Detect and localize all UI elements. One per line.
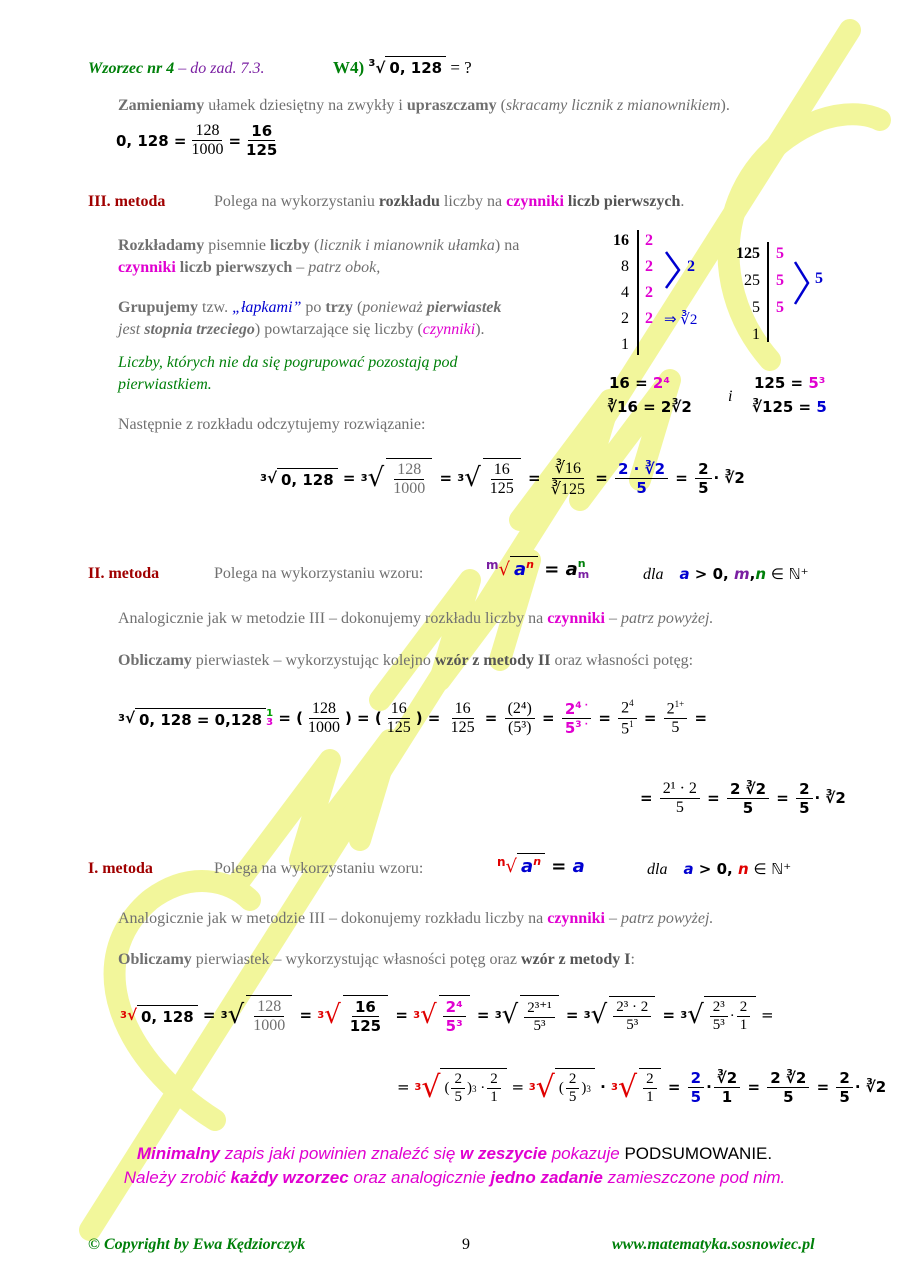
- a1i: patrz powyżej.: [620, 910, 714, 927]
- a1t: –: [604, 610, 621, 627]
- cond-set: ∈ ℕ⁺: [748, 860, 792, 878]
- dot: ·: [480, 1080, 486, 1096]
- summary-line1: [0, 1144, 909, 1164]
- n: 2: [836, 1069, 852, 1088]
- m1-l2f8: [836, 1069, 852, 1106]
- method1-condition: [647, 860, 791, 879]
- n: (2⁴): [505, 700, 535, 719]
- r2m: czynniki: [118, 259, 176, 276]
- result-125: [754, 374, 825, 392]
- s2t: Należy zrobić: [123, 1168, 231, 1187]
- method1-compute: [118, 951, 635, 969]
- group-125: 5: [815, 270, 823, 287]
- n: 2: [451, 1071, 465, 1089]
- method3-main-equation: 3 √ 0, 128 = 3 √ $\frac{128}{1000}$ = 3 √ $\frac{16}{125}$ = $\frac{∛16}{∛125}$ = $\frac{2 \cdot ∛2}{5}$ = $\frac{2}{5}$ · ∛2: [260, 459, 745, 498]
- d: 5: [698, 478, 709, 497]
- de: 3 ·: [575, 719, 589, 730]
- g1q: „łapkami”: [232, 299, 302, 316]
- m1-f5: [609, 996, 655, 1034]
- s2b: każdy wzorzec: [230, 1168, 349, 1187]
- m2-f5: [562, 700, 591, 737]
- result-125-root: [752, 398, 827, 416]
- d: 5³: [445, 1017, 463, 1035]
- d: 5³: [626, 1017, 639, 1033]
- d: 5: [799, 798, 810, 817]
- m3-db2: liczb pierwszych: [563, 193, 681, 210]
- d: 1000: [393, 480, 426, 497]
- m2-l2f3: [796, 780, 812, 817]
- n: 16: [352, 998, 379, 1017]
- m2-f3: [448, 700, 478, 737]
- r125a: 125 =: [754, 374, 809, 392]
- d: 5: [621, 719, 630, 737]
- result-16-root: ∛16 = 2∛2: [607, 398, 692, 416]
- d: 1000: [253, 1017, 286, 1034]
- d: 5: [671, 719, 680, 737]
- m1-tail: · ∛2: [854, 1078, 887, 1096]
- d: 5: [564, 718, 576, 737]
- m3-frac1: [386, 458, 432, 498]
- ne: 4: [629, 698, 634, 709]
- o1b: Obliczamy: [118, 652, 192, 669]
- prime-factor: 2: [645, 310, 653, 327]
- g2i: jest: [118, 321, 145, 338]
- d: 5: [454, 1089, 462, 1105]
- f-rhs: a: [565, 559, 578, 580]
- m2-tail: · ∛2: [814, 789, 846, 807]
- method3-title: III. metoda: [88, 193, 166, 210]
- en: 1: [266, 708, 274, 719]
- n: 2 · ∛2: [615, 460, 668, 479]
- ed: 3: [266, 717, 274, 728]
- a1m: czynniki: [547, 910, 605, 927]
- m1-f1: [246, 995, 292, 1035]
- frac-num: 128: [192, 122, 222, 141]
- d: 125: [349, 1017, 382, 1035]
- m1-l2f7: [767, 1069, 809, 1106]
- n: 2: [487, 1071, 501, 1089]
- frac-den: 125: [246, 141, 278, 159]
- d: 5: [783, 1087, 794, 1106]
- n: ∛2: [714, 1069, 740, 1088]
- o1t2: :: [630, 951, 635, 968]
- m3-d1: Polega na wykorzystaniu: [214, 193, 379, 210]
- result-16: [609, 374, 670, 392]
- r1t1: pisemnie: [204, 237, 270, 254]
- rest-16: ⇒ ∛2: [664, 312, 698, 328]
- cond-comma: ,: [749, 565, 756, 583]
- g1t: tzw.: [198, 299, 233, 316]
- method2-line2: = $\frac{\text{2¹ · 2}}{5}$ = $\frac{2 ∛2}{5}$ = $\frac{2}{5}$ · ∛2: [640, 779, 846, 817]
- cond-gt: > 0,: [693, 860, 733, 878]
- m2-f7: [664, 699, 688, 737]
- m2-f2: [384, 700, 414, 737]
- m1-f6: [710, 999, 728, 1034]
- m1-l2f3: [566, 1071, 580, 1106]
- d: (5³): [507, 718, 532, 736]
- footer-url[interactable]: www.matematyka.sosnowiec.pl: [612, 1236, 815, 1253]
- m2-l2f1: [660, 780, 700, 817]
- frac-den: 1000: [191, 141, 224, 158]
- summary-line2: [0, 1168, 909, 1188]
- m3-frac3: [548, 458, 588, 499]
- cond-a: a: [683, 860, 694, 878]
- d: 125: [450, 718, 475, 736]
- intro-t3: ).: [720, 97, 730, 114]
- d: 125: [386, 718, 411, 736]
- o1t: pierwiastek – wykorzystując własności potęg oraz: [191, 951, 521, 968]
- factor-number: 5: [752, 299, 760, 316]
- n: 16: [388, 700, 410, 719]
- factor-number: 8: [621, 258, 629, 275]
- prime-factor: 2: [645, 258, 653, 275]
- m1-l2f5: [688, 1069, 704, 1106]
- d: 5: [839, 1087, 850, 1106]
- factor-125: [730, 240, 850, 350]
- method3-decompose-text: [118, 235, 519, 279]
- a1: Analogicznie jak w metodzie III – dokonujemy rozkładu liczby na: [118, 910, 548, 927]
- g1i: ponieważ: [362, 299, 427, 316]
- pattern-heading: [88, 60, 264, 78]
- m3-frac4: [615, 460, 668, 497]
- m3-dm: czynniki: [506, 193, 564, 210]
- a1t: –: [604, 910, 621, 927]
- o1b2: wzór z metody II: [434, 652, 551, 669]
- f-n: n: [497, 855, 506, 869]
- method2-formula: $^m$√ $a^n = a$ $^{n m}$: [486, 557, 590, 581]
- f-a: $a^n$: [517, 853, 545, 877]
- n: 128: [309, 700, 339, 719]
- method3-desc: [214, 193, 684, 211]
- m2-l1: 0, 128 = 0,128: [138, 710, 263, 729]
- m2-l2f2: [727, 780, 769, 817]
- d: 1: [490, 1089, 498, 1105]
- d: 5³: [712, 1017, 725, 1033]
- prime-factor: 5: [776, 245, 784, 262]
- r1b2: liczby: [270, 237, 310, 254]
- method3-note: [118, 352, 458, 396]
- factor-16: [603, 228, 713, 358]
- m3-tail: · ∛2: [713, 469, 745, 487]
- s1t2: pokazuje: [546, 1144, 625, 1163]
- m1-l2f4: [639, 1068, 661, 1106]
- d: 5: [742, 798, 754, 817]
- o1b2: wzór z metody I: [521, 951, 631, 968]
- task-tail: = ?: [446, 58, 472, 77]
- g1b2: trzy: [325, 299, 353, 316]
- method2-compute: [118, 652, 693, 670]
- cond-m: m: [733, 565, 750, 583]
- intro-i: skracamy licznik z mianownikiem: [505, 97, 721, 114]
- a1i: patrz powyżej.: [620, 610, 714, 627]
- f-a: [510, 556, 538, 580]
- method3-group-text: [118, 297, 501, 341]
- intro-paragraph: [118, 97, 730, 115]
- m2-lhs: [135, 708, 266, 729]
- method2-desc: Polega na wykorzystaniu wzoru:: [214, 565, 424, 582]
- prime-factor: 5: [776, 272, 784, 289]
- m1-f4: [520, 995, 558, 1035]
- n: 2: [796, 780, 812, 799]
- pattern-ref: – do zad. 7.3.: [174, 60, 265, 77]
- note-line1: Liczby, których nie da się pogrupować pozostają pod: [118, 354, 458, 371]
- n: 2³⁺¹: [524, 998, 554, 1018]
- n: 2 ∛2: [727, 780, 769, 799]
- m2-f1: [305, 700, 343, 737]
- n: 2: [564, 699, 576, 718]
- r125b: 5³: [808, 374, 826, 392]
- m3-d2: liczby na: [439, 193, 507, 210]
- exp13: [266, 709, 273, 727]
- ne: 1+: [674, 698, 685, 709]
- d: 1000: [307, 718, 340, 736]
- n: ∛16: [552, 458, 584, 479]
- intro-equation: [116, 122, 282, 159]
- r1t3: ) na: [494, 237, 520, 254]
- cond-n: n: [737, 860, 749, 878]
- d: 5: [690, 1087, 702, 1106]
- g2t2: ).: [475, 321, 485, 338]
- g2bi: stopnia trzeciego: [144, 321, 255, 338]
- s2b2: jedno zadanie: [490, 1168, 603, 1187]
- m1-l2f1: [451, 1071, 465, 1106]
- method3-next: Następnie z rozkładu odczytujemy rozwiązanie:: [118, 416, 426, 433]
- prime-factor: 2: [645, 284, 653, 301]
- n: 2³ · 2: [613, 999, 651, 1017]
- o1t2: oraz własności potęg:: [550, 652, 694, 669]
- n: 2¹ · 2: [660, 780, 700, 799]
- f-exp-n: n: [577, 557, 586, 570]
- intro-t2: (: [496, 97, 506, 114]
- m1-l2f6: [714, 1069, 740, 1106]
- intro-b1: Zamieniamy: [118, 97, 205, 114]
- cond-a: a: [679, 565, 690, 583]
- m1-f6-group: $\frac{\text{2³}}{\text{5³}}$ · $\frac{2}{1}$: [704, 996, 757, 1034]
- group-16: 2: [687, 258, 695, 275]
- n: 16: [452, 700, 474, 719]
- method1-analog: [118, 910, 713, 928]
- g1t2: po: [301, 299, 326, 316]
- n: 2: [566, 1071, 580, 1089]
- r16a: 16 =: [609, 374, 653, 392]
- n: 2³: [710, 999, 728, 1017]
- r1t2: (: [310, 237, 320, 254]
- and-word: i: [728, 388, 733, 405]
- o1t: pierwiastek – wykorzystując kolejno: [191, 652, 435, 669]
- de: 1: [629, 718, 634, 729]
- bracket-icon: [792, 260, 812, 306]
- m1-f7: [737, 999, 751, 1034]
- equals: =: [228, 131, 242, 150]
- n: 128: [254, 998, 284, 1017]
- f-n: n: [526, 558, 534, 571]
- pattern-number: Wzorzec nr 4: [88, 60, 175, 77]
- r2i: patrz obok,: [308, 259, 381, 276]
- d: 1: [739, 1017, 748, 1033]
- factor-number: 25: [744, 272, 760, 289]
- factor-number: 125: [736, 245, 760, 262]
- n: 2: [666, 700, 675, 718]
- g2m: czynniki: [422, 321, 476, 338]
- method2-analog: [118, 610, 713, 628]
- intro-b2: upraszczamy: [406, 97, 497, 114]
- a1m: czynniki: [547, 610, 605, 627]
- f-rhs: a: [572, 856, 585, 877]
- s1u: PODSUMOWANIE.: [624, 1144, 773, 1163]
- cond-set: ∈ ℕ⁺: [766, 565, 809, 583]
- a1: Analogicznie jak w metodzie III – dokonujemy rozkładu liczby na: [118, 610, 548, 627]
- m1-f2: [343, 995, 388, 1035]
- prime-factor: 5: [776, 299, 784, 316]
- ne: 4 ·: [575, 700, 589, 711]
- f-exp-m: m: [577, 568, 590, 581]
- m3-frac2: [483, 458, 521, 498]
- cond-dla: dla: [643, 566, 664, 583]
- cond-n: n: [755, 565, 766, 583]
- m2-f6: [618, 698, 637, 738]
- s1t: zapis jaki powinien znaleźć się: [220, 1144, 461, 1163]
- n: 16: [491, 461, 513, 480]
- n: 128: [394, 461, 424, 480]
- root-index: 3: [368, 58, 376, 69]
- note-line2: pierwiastkiem.: [118, 376, 212, 393]
- intro-frac2: [243, 122, 280, 159]
- r16b: 2⁴: [652, 374, 670, 392]
- n: 2: [643, 1071, 657, 1089]
- m1-lhs: 0, 128: [137, 1005, 198, 1026]
- factor-line: [637, 230, 639, 355]
- method1-line2: = 3 √ ( $\frac{2}{5}$ ) 3 · $\frac{2}{1}$ = 3 √ ( $\frac{2}{5}$ ) 3 · 3 √ $\frac{2}{1}$ = $\frac{2}{5}$ · $\frac{∛2}{1}$ = $\frac{2 ∛2}{5}$ = $\frac{2}{5}$ · ∛2: [397, 1068, 887, 1106]
- factor-number: 1: [621, 336, 629, 353]
- d: 1: [646, 1089, 654, 1105]
- factor-number: 16: [613, 232, 629, 249]
- task-label: W4): [333, 58, 365, 77]
- factor-number: 1: [752, 326, 760, 343]
- factor-number: 4: [621, 284, 629, 301]
- m1-f3: [439, 995, 470, 1035]
- n: 2: [621, 699, 630, 717]
- g1t3: (: [352, 299, 363, 316]
- r2b: liczb pierwszych: [175, 259, 293, 276]
- r1i: licznik i mianownik ułamka: [319, 237, 495, 254]
- f-a-letter: a: [521, 856, 534, 877]
- intro-lhs: 0, 128 =: [116, 131, 187, 150]
- s1b2: w zeszycie: [460, 1144, 547, 1163]
- r1b: Rozkładamy: [118, 237, 205, 254]
- s2t3: zamieszczone pod nim.: [602, 1168, 786, 1187]
- d: ∛125: [550, 480, 585, 498]
- cond-dla: dla: [647, 861, 668, 878]
- method1-title: I. metoda: [88, 860, 153, 877]
- d: 125: [489, 480, 514, 497]
- f-eq: =: [538, 559, 566, 580]
- n: 2: [695, 460, 711, 479]
- m3-d3: .: [680, 193, 685, 210]
- d: 5: [675, 798, 684, 816]
- g1bi: pierwiastek: [426, 299, 502, 316]
- factor-number: 2: [621, 310, 629, 327]
- f-a-letter: a: [514, 559, 527, 580]
- m3-db1: rozkładu: [378, 193, 440, 210]
- method1-formula: $^n$√ $a^n = a$: [497, 855, 585, 877]
- method2-title: II. metoda: [88, 565, 160, 582]
- r125c: ∛125 =: [752, 398, 817, 416]
- g2t: ) powtarzające się liczby (: [254, 321, 423, 338]
- d: 1: [721, 1087, 733, 1106]
- r2t: –: [292, 259, 309, 276]
- d: 5: [568, 1089, 577, 1105]
- method1-desc: Polega na wykorzystaniu wzoru:: [214, 860, 424, 877]
- s2t2: oraz analogicznie: [348, 1168, 491, 1187]
- g1b: Grupujemy: [118, 299, 198, 316]
- m3-lhs: 0, 128: [277, 468, 338, 489]
- n: 2 ∛2: [767, 1069, 809, 1088]
- m3-frac5: [695, 460, 711, 497]
- s1b: Minimalny: [136, 1144, 220, 1163]
- n: 2: [737, 999, 751, 1017]
- page-number: 9: [462, 1236, 470, 1253]
- intro-t1: ułamek dziesiętny na zwykły i: [204, 97, 407, 114]
- f-m: m: [486, 558, 499, 572]
- m2-f4: [505, 700, 535, 737]
- m1-l2f2: [487, 1071, 501, 1106]
- d: 5: [636, 478, 647, 497]
- method1-line1: 3 √ 0, 128 = 3 √ $\frac{128}{1000}$ = 3 √ $\frac{16}{125}$ = 3 √ $\frac{\text{2⁴}}{\text{5³}}$ = 3 √ $\frac{\text{2³⁺¹}}{\text{5³}}$ = 3 √ $\frac{\text{2³ · 2}}{\text{5³}}$ = 3 √ $\frac{\text{2³}}{\text{5³}}$ · $\frac{2}{1}$ =: [120, 985, 774, 1045]
- n: 2⁴: [443, 998, 466, 1017]
- method2-condition: [643, 565, 809, 584]
- o1b: Obliczamy: [118, 951, 192, 968]
- r125d: 5: [816, 398, 827, 416]
- task-expression: W4) $^3$√ 0, 128 = ?: [333, 58, 472, 77]
- n: 2: [688, 1069, 704, 1088]
- intro-frac1: [188, 122, 226, 159]
- cond-gt: > 0,: [689, 565, 729, 583]
- f-eq: =: [545, 856, 573, 877]
- frac-num: 16: [248, 122, 275, 141]
- prime-factor: 2: [645, 232, 653, 249]
- factor-line: [767, 242, 769, 342]
- method2-line1: 3 √ 0, 128 = 0,128 1 3 = ( $\frac{128}{1000}$ ) = ( $\frac{16}{125}$ ) = $\frac{16}{125}$ = $\frac{\text{(2⁴)}}{\text{(5³)}}$ = $\frac{2^{4 \cdot}}{5^{3 \cdot}}$ = $\frac{2^4}{5^1}$ = $\frac{2^{1+}}{5}$ =: [118, 698, 708, 737]
- footer-copyright: © Copyright by Ewa Kędziorczyk: [88, 1236, 306, 1253]
- d: 5³: [533, 1018, 546, 1034]
- bracket-icon: [663, 250, 683, 290]
- task-radicand: 0, 128: [385, 56, 446, 77]
